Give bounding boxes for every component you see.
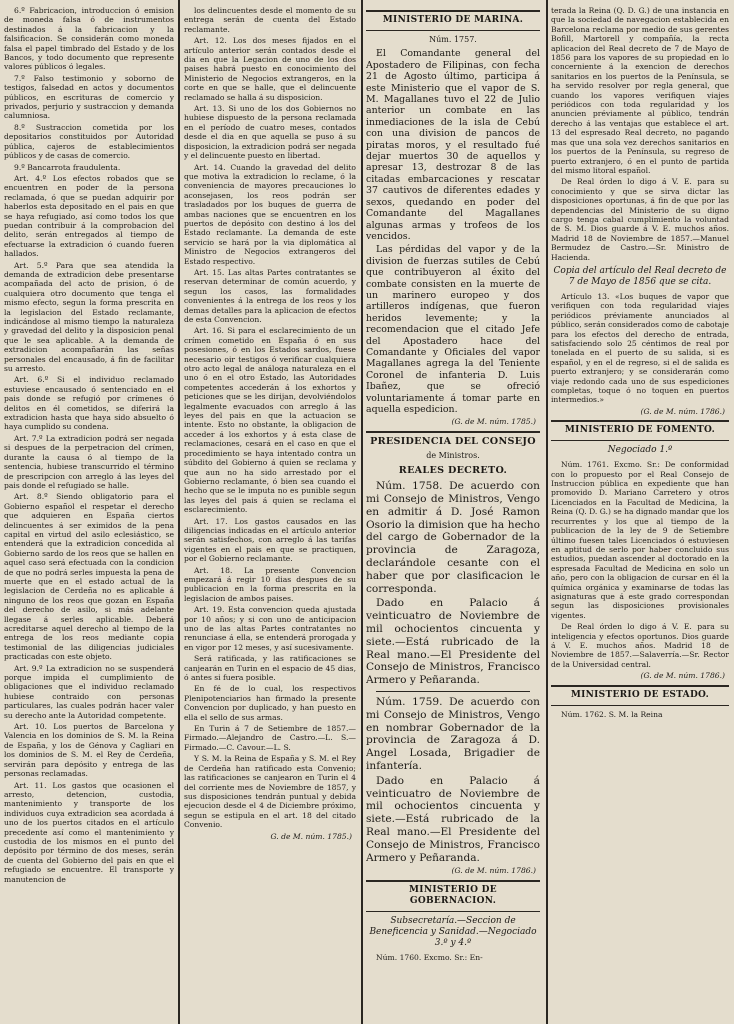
- paragraph: Será ratificada, y las ratificaciones se canjearán en Turin en el espacio de 45 dias, ó antes si fuera posible.: [184, 654, 356, 683]
- paragraph: Art. 16. Si para el esclarecimiento de un crímen cometido en España ó en sus posesiones, ó en los Estados sardos, fuese necesario oir testigos ó verificar cualquiera otro acto legal de análoga naturaleza en el uno ó en el otro Estado, las Autoridades competentes accederán á los exhortos y peticiones que se les dirijan, devolviéndolos legalmente evacuados con arreglo á las leyes del pais en que la actuacion se intente. Esto no obstante, la obligacion de acceder á los exhortos y á esta clase de reclamaciones, cesará en el caso en que el procedimiento se haya intentado contra un súbdito del Gobierno á quien se reclama y que aun no ha sido arrestado por el Gobierno reclamante, ó bien sea cuando el hecho que se le imputa no es punible segun las leyes del pais á quien se reclama el esclarecimiento.: [184, 326, 356, 515]
- paragraph: Art. 17. Los gastos causados en las diligencias indicadas en el artículo anterior serán satisfechos, con arreglo á las tarifas vigentes en el pais en que se practiquen, por el Gobierno reclamante.: [184, 516, 356, 564]
- paragraph: Art. 15. Las altas Partes contratantes se reservan determinar de común acuerdo, y segun los casos, las formalidades convenientes á la entrega de los reos y los demas detalles para la aplicacion de efectos de esta Convencion.: [184, 267, 356, 324]
- paragraph: 7.º Falso testimonio y soborno de testigos, falsedad en actos y documentos públicos, en escrituras de comercio y privados, perjurio y sustraccion y demanda calumniosa.: [4, 73, 174, 121]
- paragraph: Dado en Palacio á veinticuatro de Noviembre de mil ochocientos cincuenta y siete.—Está rubricado de la Real mano.—El Presidente del Consejo de Ministros, Francisco Armero y Peñaranda.: [366, 774, 540, 864]
- section-rule: [366, 30, 540, 31]
- gazette-reference: (G. de M. núm. 1786.): [451, 866, 536, 876]
- column-3: [366, 6, 540, 1020]
- paragraph: 8.º Sustraccion cometida por los depositarios constituidos por Autoridad pública, cajeros de establecimientos públicos y de casas de comercio.: [4, 122, 174, 161]
- section-subheading: Subsecretaría.—Seccion de Beneficencia y Sanidad.—Negociado 3.º y 4.º: [369, 915, 537, 948]
- gazette-reference: (G. de M. núm. 1786.): [640, 406, 725, 416]
- section-rule: [366, 431, 540, 433]
- paragraph: Art. 6.º Si el individuo reclamado estuviese encausado ó sentenciado en el pais donde se refugió por crímenes ó delitos en él cometidos, se diferirá la extradicion hasta que haya sido absuelto ó haya cumplido su condena.: [4, 375, 174, 432]
- paragraph: Y S. M. la Reina de España y S. M. el Rey de Cerdeña han ratificado esta Convenio; las ratificaciones se canjearon en Turin el 4 del corriente mes de Noviembre de 1857, y sus disposiciones tendrán puntual y debida ejecucion desde el 4 de Diciembre próximo, segun se estipula en el art. 18 del citado Convenio.: [184, 754, 356, 830]
- section-rule: [366, 10, 540, 12]
- gazette-reference: G. de M. núm. 1785.): [270, 831, 352, 841]
- column-2: [184, 6, 356, 1020]
- paragraph: Art. 18. La presente Convencion empezará á regir 10 dias despues de su publicacion en la forma prescrita en la legislacion de ambos paises.: [184, 565, 356, 603]
- column-rule: [178, 0, 180, 1024]
- paragraph: De Real órden lo digo á V. E. para su conocimiento y que se sirva dictar las disposiciones oportunas, á fin de que por las dependencias del Ministerio de su digno cargo tenga cabal cumplimiento la voluntad de S. M. Dios guarde á V. E. muchos años. Madrid 18 de Noviembre de 1857.—Manuel Bermudez de Castro.—Sr. Ministro de Hacienda.: [551, 177, 729, 262]
- paragraph: Núm. 1758. De acuerdo con mi Consejo de Ministros, Vengo en admitir á D. José Ramon Osorio la dimision que ha hecho del cargo de Gobernador de la provincia de Zaragoza, declarándole cesante con el haber que por clasificacion le corresponda.: [366, 480, 540, 595]
- section-rule: [551, 420, 729, 422]
- gazette-reference: (G. de M. núm. 1785.): [451, 417, 536, 427]
- section-rule: [551, 705, 729, 706]
- paragraph: Art. 7.º La extradicion podrá ser negada si despues de la perpetracion del crímen, durante la causa ó al tiempo de la sentencia, hubiese transcurrido el término de prescripcion con arreglo á las leyes del pais donde el refugiado se halle.: [4, 433, 174, 490]
- copy-title: Copia del artículo del Real decreto de 7 de Mayo de 1856 que se cita.: [553, 265, 727, 287]
- entry-number: Núm. 1757.: [429, 35, 477, 44]
- paragraph: Núm. 1761. Excmo. Sr.: De conformidad con lo propuesto por el Real Consejo de Instruccion pública en expediente que han promovido D. Mariano Carretero y otros Licenciados en la Facultad de Medicina, la Reina (Q. D. G.) se ha dignado mandar que los recurrentes y los que al tiempo de la publicacion de la ley de 9 de Setiembre último fuesen tales Licenciados ó estuviesen en aptitud de serlo por haber concluido sus estudios, puedan ascender al doctorado en la espresada Facultad de Medicina en solo un año, pero con la obligacion de cursar en él la química orgánica y examinarse de todas las asignaturas que á este grado correspondan segun las disposiciones provisionales vigentes.: [551, 460, 729, 620]
- paragraph: Art. 10. Los puertos de Barcelona y Valencia en los dominios de S. M. la Reina de España, y los de Génova y Cagliari en los dominios de S. M. el Rey de Cerdeña, servirán para depósito y entrega de las personas reclamadas.: [4, 722, 174, 779]
- paragraph: De Real órden lo digo á V. E. para su inteligencia y efectos oportunos. Dios guarde á V. E. muchos años. Madrid 18 de Noviembre de 1857.—Salaverría.—Sr. Rector de la Universidad central.: [551, 622, 729, 669]
- section-subheading: Negociado 1.º: [607, 445, 673, 456]
- paragraph: Art. 4.º Los efectos robados que se encuentren en poder de la persona reclamada, ó que se puedan adquirir por haberlos esta depositado en el pais en que se haya refugiado, así como todos los que puedan contribuir á la comprobacion del delito, serán entregados al tiempo de efectuarse la extradicion ó cuando fueren hallados.: [4, 173, 174, 259]
- paragraph: El Comandante general del Apostadero de Filipinas, con fecha 21 de Agosto último, participa á este Ministerio que el vapor de S. M. Magallanes tuvo el 22 de Julio anterior un combate en las inmediaciones de la isla de Cebú con una division de pancos de piratas moros, y el resultado fué dejar muertos 30 de aquellos y apresar 13, destrozar 8 de las citadas embarcaciones y rescatar 37 cautivos de diferentes edades y sexos, quedando en poder del Comandante del Magallanes algunas armas y trofeos de los vencidos.: [366, 48, 540, 242]
- section-heading: MINISTERIO DE GOBERNACION.: [409, 884, 497, 906]
- decree-heading: REALES DECRETO.: [398, 464, 508, 476]
- paragraph: Las pérdidas del vapor y de la division de fuerzas sutiles de Cebú que contribuyeron al éxito del combate consisten en la muerte de un marinero europeo y dos artilleros indígenas, que fueron heridos levemente; y la recomendacion que el citado Jefe del Apostadero hace del Comandante y Oficiales del vapor Magallanes agrega la del Teniente Coronel de infanteria D. Luis Ibañez, que se ofreció voluntariamente á tomar parte en aquella espedicion.: [366, 244, 540, 415]
- column-4: [551, 6, 729, 1020]
- paragraph: En Turin á 7 de Setiembre de 1857.—Firmado.—Alejandro de Castro.—L. S.—Firmado.—C. Cavour.—L. S.: [184, 724, 356, 752]
- section-heading: MINISTERIO DE FOMENTO.: [564, 425, 716, 436]
- paragraph: Art. 14. Cuando la gravedad del delito que motiva la extradicion lo reclame, ó la conveniencia de mayores precauciones lo aconsejasen, los reos podrán ser trasladados por los buques de guerra de ambas naciones que se encuentren en los puertos de depósito con destino á los del Estado reclamante. La demanda de este servicio se hará por la via diplomática al Ministro de Negocios extrangeros del Estado respectivo.: [184, 162, 356, 266]
- divider: [376, 691, 530, 692]
- paragraph: 9.º Bancarrota fraudulenta.: [14, 162, 121, 172]
- paragraph: Núm. 1762. S. M. la Reina: [561, 709, 663, 719]
- section-rule: [366, 911, 540, 912]
- section-heading: MINISTERIO DE ESTADO.: [570, 689, 710, 700]
- paragraph: Núm. 1759. De acuerdo con mi Consejo de Ministros, Vengo en nombrar Gobernador de la provincia de Zaragoza á D. Angel Losada, Brigadier de infantería.: [366, 695, 540, 772]
- paragraph: Art. 11. Los gastos que ocasionen el arresto, detencion, custodia, mantenimiento y transporte de los individuos cuya extradicion sea acordada á uno de los puertos citados en el artículo precedente así como el mantenimiento y custodia de los mismos en el punto del depósito por término de dos meses, serán de cuenta del Gobierno del pais en que el refugiado se encuentre. El transporte y manutencion de: [4, 780, 174, 884]
- section-rule: [551, 440, 729, 441]
- paragraph: Art. 5.º Para que sea atendida la demanda de extradicion debe presentarse acompañada del acto de prision, ó de cualquiera otro documento que tenga el mismo efecto, segun la forma prescrita en la legislacion del Estado reclamante, indicándose al mismo tiempo la naturaleza y gravedad del delito y la disposicion penal que le sea aplicable. A la demanda de extradicion acompañarán las señas personales del encausado, á fin de facilitar su arresto.: [4, 260, 174, 374]
- paragraph: Art. 8.º Siendo obligatorio para el Gobierno español el respetar el derecho que adquieren en España ciertos delincuentes á ser eximidos de la pena capital en virtud del asilo eclesiástico, se entenderá que la extradicion concedida al Gobierno sardo de los reos que se hallen en aquel caso será efectuada con la condicion de que no podrá serles impuesta la pena de muerte que en el estado actual de la legislacion de Cerdeña no es aplicable á ninguno de los reos que gozan en España del derecho de asilo, si más adelante llegase á serles aplicable. Deberá acreditarse aquel derecho al tiempo de la entrega de los reos mediante copia testimonial de las diligencias judiciales practicadas con este objeto.: [4, 492, 174, 662]
- gazette-reference: (G. de M. núm. 1786.): [640, 671, 725, 681]
- section-rule: [366, 880, 540, 882]
- paragraph: Dado en Palacio á veinticuatro de Noviembre de mil ochocientos cincuenta y siete.—Está rubricado de la Real mano.—El Presidente del Consejo de Ministros, Francisco Armero y Peñaranda.: [366, 597, 540, 687]
- paragraph: Núm. 1760. Excmo. Sr.: En-: [376, 952, 483, 962]
- paragraph: Art. 19. Esta convencion queda ajustada por 10 años; y si con uno de anticipacion uno de las altas Partes contratantes no renunciase á ella, se entenderá prorogada y en vigor por 12 meses, y así sucesivamente.: [184, 605, 356, 652]
- column-rule: [361, 0, 363, 1024]
- column-rule: [546, 0, 548, 1024]
- section-subheading: de Ministros.: [426, 451, 480, 461]
- paragraph: Art. 9.º La extradicion no se suspenderá porque impida el cumplimiento de obligaciones que el individuo reclamado hubiese contraido con personas particulares, las cuales podrán hacer valer su derecho ante la Autoridad competente.: [4, 663, 174, 720]
- paragraph: terada la Reina (Q. D. G.) de una instancia en que la sociedad de navegacion establecida en Barcelona reclama por medio de sus gerentes Bofill, Martorell y compañía, la recta aplicacion del Real decreto de 7 de Mayo de 1856 para los vapores de su propiedad en lo concerniente á la exencion de derechos sanitarios en los puertos de la Península, se ha servido resolver por regla general, que cuando los vapores verifiquen viajes periódicos con toda regularidad y los anuncien préviamente al público, tendrán derecho á las ventajas que establece el art. 13 del espresado Real decreto, no pagando mas que una sola vez derechos sanitarios en los puertos de la Península, su regreso de puerto extranjero, ó en el punto de partida del mismo litoral español.: [551, 6, 729, 175]
- paragraph: Art. 12. Los dos meses fijados en el artículo anterior serán contados desde el dia en que la Legacion de uno de los dos paises habrá puesto en conocimiento del Ministerio de Negocios extrangeros, en la corte en que se halle, que el delincuente reclamado se halla á su disposicion.: [184, 36, 356, 102]
- paragraph: los delincuentes desde el momento de su entrega serán de cuenta del Estado reclamante.: [184, 6, 356, 34]
- column-1: [4, 6, 174, 1020]
- paragraph: 6.º Fabricacion, introduccion ó emision de moneda falsa ó de instrumentos destinados á la fabricacion y la falsificacion. Se considerán como moneda falsa el papel timbrado del Estado y de los Bancos, y todo documento que represente valores públicos ó legales.: [4, 6, 174, 72]
- paragraph: En fé de lo cual, los respectivos Plenipotenciarios han firmado la presente Convencion por duplicado, y han puesto en ella el sello de sus armas.: [184, 684, 356, 722]
- paragraph: Artículo 13. «Los buques de vapor que verifiquen con toda regularidad viajes periódicos préviamente anunciados al público, serán considerados como de cabotaje para los efectos del derecho de entrada, satisfaciendo solo 25 céntimos de real por tonelada en el puerto de su salida, si es español, y en el de regreso, si el de salida es puerto extranjero; y se considerarán como viaje redondo cada uno de sus espediciones completas, toque ó no toquen en puertos intermedios.»: [551, 291, 729, 405]
- paragraph: Art. 13. Si uno de los dos Gobiernos no hubiese dispuesto de la persona reclamada en el período de cuatro meses, contados desde el dia en que aquella se puso á su disposicion, la extradicion podrá ser negada y el delincuente puesto en libertad.: [184, 104, 356, 161]
- section-heading: PRESIDENCIA DEL CONSEJO: [370, 435, 536, 447]
- section-heading: MINISTERIO DE MARINA.: [382, 15, 524, 25]
- section-rule: [551, 685, 729, 687]
